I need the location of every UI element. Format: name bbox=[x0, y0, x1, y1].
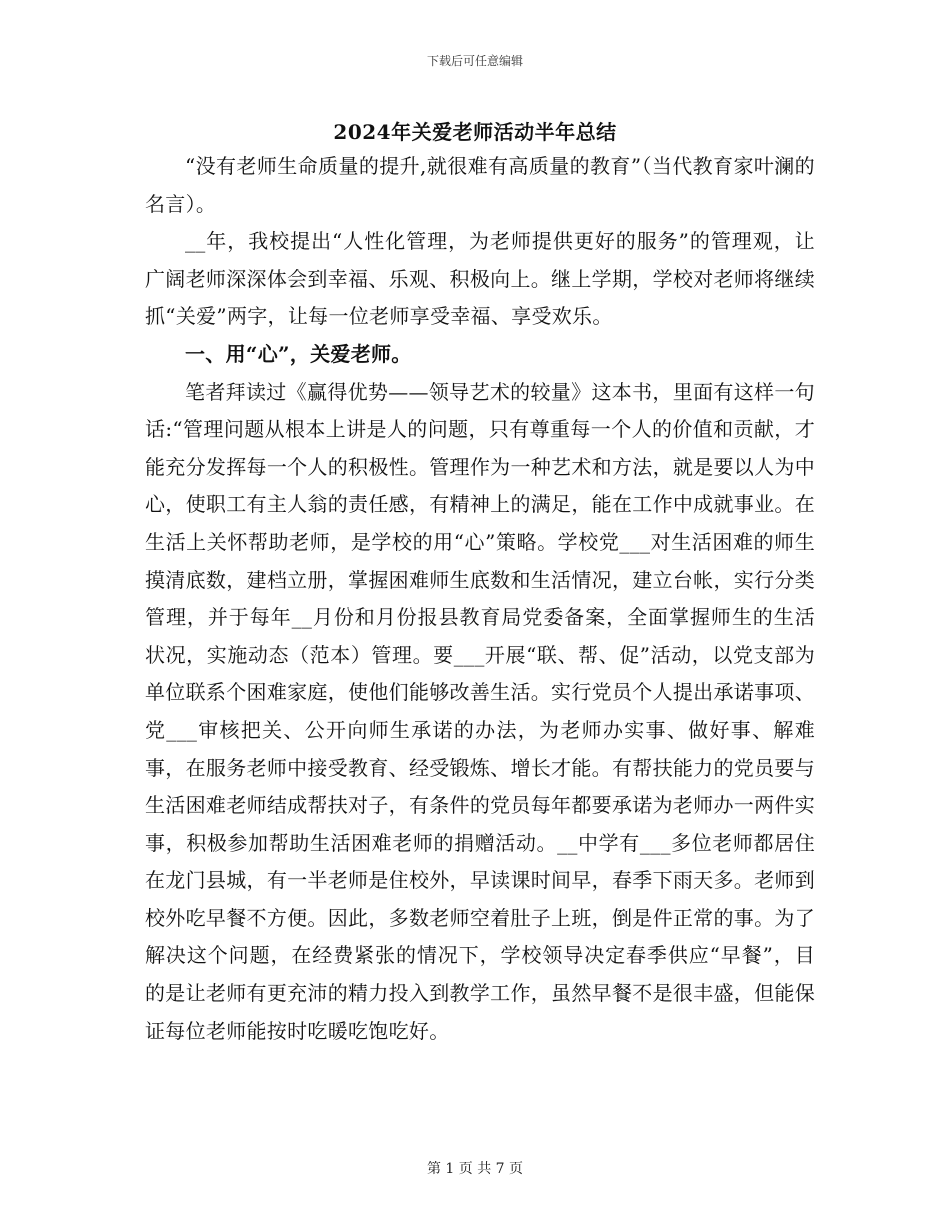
section-heading: 一、用“心”，关爱老师。 bbox=[185, 341, 412, 366]
document-title: 2024年关爱老师活动半年总结 bbox=[333, 120, 617, 144]
section-body-paragraph: 笔者拜读过《赢得优势——领导艺术的较量》这本书，里面有这样一句话:“管理问题从根本上讲是人的问题，只有尊重每一个人的价值和贡献，才能充分发挥每一个人的积极性。管理作为一种艺术和方法，就是要以人为中心，使职工有主人翁的责任感，有精神上的满足，能在工作中成就事业。在生活上关怀帮助老师，是学校的用“心”策略。学校党___对生活困难的师生摸清底数，建档立册，掌握困难师生底数和生活情况，建立台帐，实行分类管理，并于每年__月份和月份报县教育局党委备案，全面掌握师生的生活状况，实施动态（范本）管理。要___开展“联、帮、促”活动，以党支部为单位联系个困难家庭，使他们能够改善生活。实行党员个人提出承诺事项、党___审核把关、公开向师生承诺的办法，为老师办实事、做好事、解难事，在服务老师中接受教育、经受锻炼、增长才能。有帮扶能力的党员要与生活困难老师结成帮扶对子，有条件的党员每年都要承诺为老师办一两件实事，积极参加帮助生活困难老师的捐赠活动。__中学有___多位老师都居住在龙门县城，有一半老师是住校外，早读课时间早，春季下雨天多。老师到校外吃早餐不方便。因此，多数老师空着肚子上班，倒是件正常的事。为了解决这个问题，在经费紧张的情况下，学校领导决定春季供应“早餐”，目的是让老师有更充沛的精力投入到教学工作，虽然早餐不是很丰盛，但能保证每位老师能按时吃暖吃饱吃好。 bbox=[145, 379, 815, 1043]
page-footer: 第 1 页 共 7 页 bbox=[426, 1161, 524, 1177]
management-view-paragraph: __年，我校提出“人性化管理，为老师提供更好的服务”的管理观，让广阔老师深深体会到幸福、乐观、积极向上。继上学期，学校对老师将继续抓“关爱”两字，让每一位老师享受幸福、享受欢乐。 bbox=[145, 229, 815, 329]
intro-quote-paragraph: “没有老师生命质量的提升,就很难有高质量的教育”（当代教育家叶澜的名言）。 bbox=[145, 154, 815, 216]
page-header: 下载后可任意编辑 bbox=[426, 54, 523, 68]
document-body bbox=[145, 148, 815, 1050]
